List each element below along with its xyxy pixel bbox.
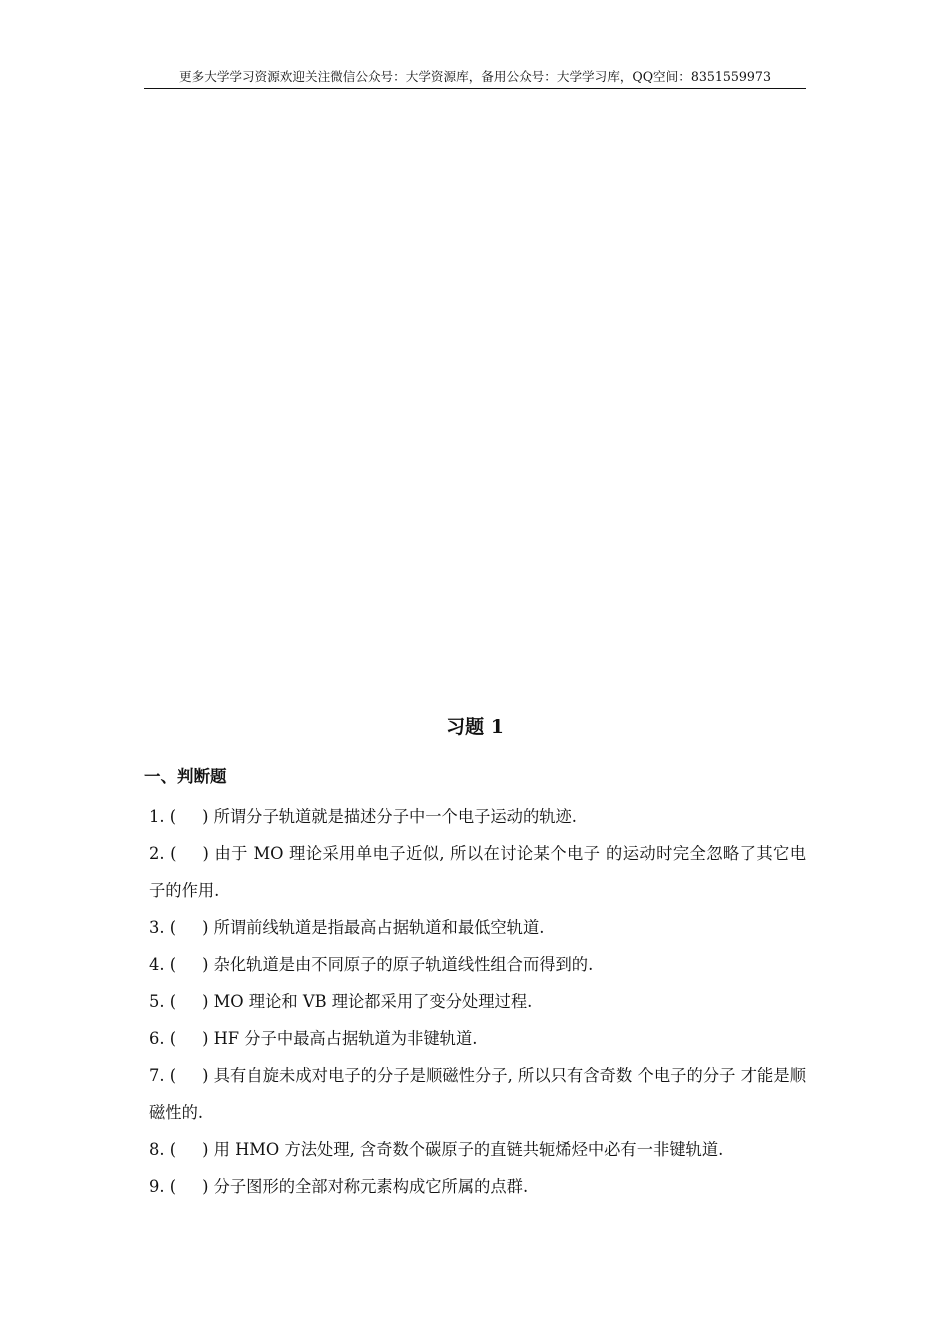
page-header: 更多大学学习资源欢迎关注微信公众号：大学资源库，备用公众号：大学学习库，QQ空间：8351559973	[144, 66, 806, 89]
question-number: 2. (	[149, 844, 177, 863]
question-item	[144, 909, 806, 946]
question-text: HF 分子中最高占据轨道为非键轨道.	[213, 1029, 478, 1048]
question-item	[144, 1131, 806, 1168]
question-paren-close: )	[202, 918, 209, 937]
question-item	[144, 835, 806, 909]
question-number: 1. (	[149, 807, 177, 826]
question-text: 用 HMO 方法处理, 含奇数个碳原子的直链共轭烯烃中必有一非键轨道.	[213, 1140, 724, 1159]
question-paren-close: )	[202, 1177, 209, 1196]
question-list	[144, 798, 806, 1205]
question-number: 8. (	[149, 1140, 177, 1159]
question-paren-close: )	[202, 1140, 209, 1159]
question-text: 杂化轨道是由不同原子的原子轨道线性组合而得到的.	[213, 955, 594, 974]
question-number: 7. (	[149, 1066, 177, 1085]
question-paren-close: )	[202, 807, 209, 826]
question-item	[144, 1057, 806, 1131]
question-paren-close: )	[202, 844, 209, 863]
question-item	[144, 1020, 806, 1057]
question-text: 所谓前线轨道是指最高占据轨道和最低空轨道.	[213, 918, 545, 937]
question-item	[144, 798, 806, 835]
question-paren-close: )	[202, 1029, 209, 1048]
question-number: 5. (	[149, 992, 177, 1011]
question-text: MO 理论和 VB 理论都采用了变分处理过程.	[213, 992, 533, 1011]
exercise-title: 习题 1	[446, 716, 504, 738]
question-item	[144, 1168, 806, 1205]
question-number: 9. (	[149, 1177, 177, 1196]
question-text: 具有自旋未成对电子的分子是顺磁性分子, 所以只有含奇数 个电子的分子 才能是顺磁性的.	[149, 1066, 806, 1122]
question-paren-close: )	[202, 1066, 209, 1085]
question-item	[144, 946, 806, 983]
question-text: 分子图形的全部对称元素构成它所属的点群.	[213, 1177, 529, 1196]
question-text: 所谓分子轨道就是描述分子中一个电子运动的轨迹.	[213, 807, 577, 826]
question-item	[144, 983, 806, 1020]
question-number: 6. (	[149, 1029, 177, 1048]
question-number: 3. (	[149, 918, 177, 937]
question-paren-close: )	[202, 955, 209, 974]
question-number: 4. (	[149, 955, 177, 974]
question-paren-close: )	[202, 992, 209, 1011]
question-text: 由于 MO 理论采用单电子近似, 所以在讨论某个电子 的运动时完全忽略了其它电子的作用.	[149, 844, 806, 900]
section-heading: 一、判断题	[144, 767, 227, 786]
